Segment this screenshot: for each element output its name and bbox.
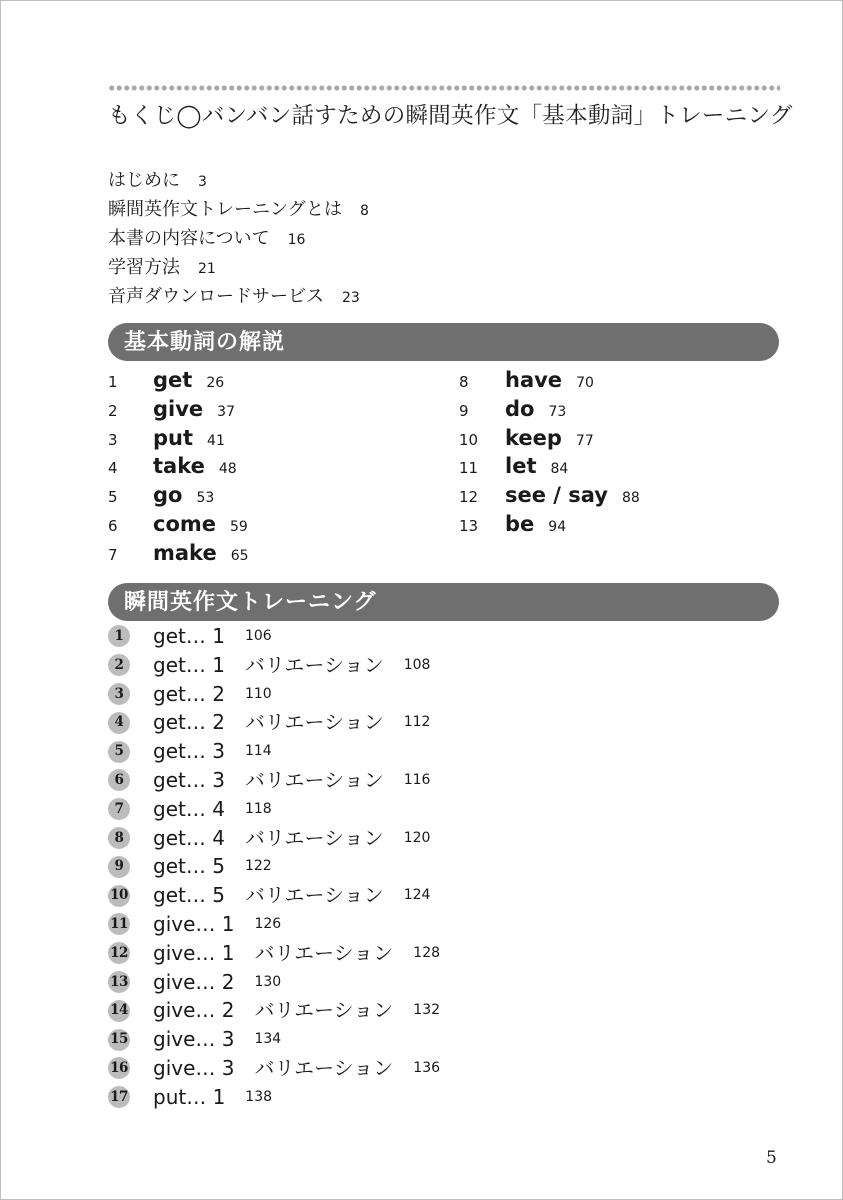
training-page: 134 [254, 1031, 282, 1048]
training-label: give… 2 [153, 969, 235, 994]
training-label: give… 1 バリエーション [153, 940, 394, 965]
verb-number: 7 [108, 545, 118, 564]
training-label: give… 3 バリエーション [153, 1055, 394, 1080]
verb-entry[interactable] [459, 424, 640, 453]
training-entry[interactable] [108, 996, 440, 1025]
toc-entry-label: 本書の内容について [108, 228, 270, 249]
toc-entry[interactable] [108, 166, 369, 195]
circled-number-badge: 2 [108, 654, 130, 676]
training-entry[interactable] [108, 795, 440, 824]
training-entry[interactable] [108, 708, 440, 737]
toc-entry-label: 学習方法 [108, 257, 180, 278]
verb-word: keep [505, 425, 562, 450]
training-page: 124 [403, 887, 431, 904]
toc-entry-page: 23 [342, 290, 360, 306]
verb-word: see / say [505, 483, 608, 508]
training-page: 108 [403, 656, 431, 673]
circled-number-badge: 6 [108, 769, 130, 791]
section-header-training: 瞬間英作文トレーニング [108, 583, 779, 621]
verb-number: 9 [459, 401, 469, 420]
training-label: get… 5 バリエーション [153, 883, 384, 908]
training-page: 130 [254, 973, 282, 990]
training-entry[interactable] [108, 852, 440, 881]
verb-number: 8 [459, 373, 469, 391]
training-entry[interactable] [108, 968, 440, 997]
toc-entry[interactable] [108, 282, 369, 311]
training-entry[interactable] [108, 651, 440, 680]
toc-entry-label: 瞬間英作文トレーニングとは [108, 199, 342, 220]
training-entry[interactable] [108, 881, 440, 910]
training-entry[interactable] [108, 939, 440, 968]
verbs-list-right [459, 366, 640, 539]
toc-entry-page: 8 [360, 203, 369, 219]
verb-word: take [153, 454, 205, 479]
verb-number: 13 [459, 516, 479, 535]
verb-page: 84 [550, 461, 569, 478]
verb-word: have [505, 368, 563, 392]
circled-number-badge: 7 [108, 798, 130, 820]
training-page: 116 [403, 771, 431, 788]
training-page: 118 [244, 800, 272, 817]
training-page: 112 [403, 714, 431, 731]
training-label: get… 2 [153, 681, 225, 706]
training-label: put… 1 [153, 1084, 226, 1109]
verb-number: 4 [108, 459, 118, 478]
page-number: 5 [766, 1148, 777, 1168]
verb-page: 37 [217, 403, 235, 420]
circled-number-badge: 5 [108, 741, 130, 763]
circled-number-badge: 17 [108, 1086, 130, 1108]
verb-word: be [505, 511, 535, 536]
verb-word: do [505, 396, 535, 421]
verb-page: 70 [576, 375, 594, 391]
toc-entry-label: 音声ダウンロードサービス [108, 286, 324, 307]
verb-entry[interactable] [459, 366, 640, 395]
verb-entry[interactable] [108, 481, 249, 510]
training-page: 114 [244, 743, 272, 760]
verb-word: get [153, 368, 193, 392]
training-entry[interactable] [108, 824, 440, 853]
training-page: 120 [403, 829, 431, 846]
verb-page: 94 [548, 518, 567, 535]
training-page: 110 [244, 685, 272, 702]
circled-number-badge: 15 [108, 1029, 130, 1051]
verb-entry[interactable] [108, 395, 249, 424]
toc-entry-page: 3 [198, 174, 207, 190]
training-entry[interactable] [108, 737, 440, 766]
circled-number-badge: 12 [108, 942, 130, 964]
verb-word: give [153, 396, 204, 421]
training-entry[interactable] [108, 1083, 440, 1112]
circled-number-badge: 16 [108, 1057, 130, 1079]
verb-number: 11 [459, 459, 479, 478]
training-entry[interactable] [108, 766, 440, 795]
verb-entry[interactable] [108, 452, 249, 481]
intro-list [108, 166, 369, 311]
section-header-verbs: 基本動詞の解説 [108, 323, 779, 361]
training-label: get… 4 バリエーション [153, 825, 384, 850]
verb-number: 2 [108, 401, 118, 420]
verb-entry[interactable] [108, 510, 249, 539]
training-page: 136 [413, 1059, 441, 1076]
verb-page: 65 [230, 547, 249, 564]
toc-entry-page: 16 [287, 232, 306, 248]
training-page: 106 [244, 628, 272, 644]
verb-word: go [153, 483, 183, 508]
training-label: give… 3 [153, 1027, 235, 1052]
verb-word: make [153, 540, 217, 565]
circled-number-badge: 1 [108, 625, 130, 647]
toc-entry[interactable] [108, 253, 369, 282]
training-page: 126 [254, 915, 282, 932]
verb-number: 1 [108, 373, 118, 391]
circled-number-badge: 3 [108, 683, 130, 705]
training-label: get… 5 [153, 854, 225, 879]
verb-number: 3 [108, 430, 118, 449]
verb-page: 73 [548, 403, 567, 420]
verb-entry[interactable] [459, 510, 640, 539]
toc-entry[interactable] [108, 224, 369, 253]
verb-entry[interactable] [108, 366, 249, 395]
training-entry[interactable] [108, 680, 440, 709]
verb-number: 10 [459, 430, 479, 449]
training-page: 128 [413, 944, 441, 961]
circled-number-badge: 13 [108, 971, 130, 993]
verb-page: 26 [206, 375, 225, 391]
circled-number-badge: 10 [108, 885, 130, 907]
training-entry[interactable] [108, 1025, 440, 1054]
circled-number-badge: 9 [108, 856, 130, 878]
verb-page: 59 [230, 518, 248, 535]
verb-entry[interactable] [459, 395, 640, 424]
training-label: get… 3 バリエーション [153, 767, 384, 792]
verb-word: come [153, 511, 216, 536]
circled-number-badge: 4 [108, 712, 130, 734]
training-entry[interactable] [108, 1054, 440, 1083]
verb-word: let [505, 454, 537, 479]
training-entry[interactable] [108, 622, 440, 651]
circled-number-badge: 8 [108, 827, 130, 849]
training-label: get… 2 バリエーション [153, 710, 384, 735]
training-label: get… 1 バリエーション [153, 652, 384, 677]
verb-page: 41 [207, 432, 225, 449]
circled-number-badge: 14 [108, 1000, 130, 1022]
training-label: get… 3 [153, 739, 225, 764]
dotted-rule [108, 84, 780, 92]
verb-entry[interactable] [108, 424, 249, 453]
circled-number-badge: 11 [108, 913, 130, 935]
training-label: get… 4 [153, 796, 225, 821]
toc-entry[interactable] [108, 195, 369, 224]
verb-page: 48 [218, 461, 237, 478]
verbs-list-left [108, 366, 249, 568]
training-list [108, 622, 440, 1112]
verb-page: 88 [622, 490, 640, 507]
training-label: get… 1 [153, 624, 225, 648]
training-page: 138 [245, 1088, 273, 1105]
toc-entry-page: 21 [198, 261, 216, 277]
verb-number: 5 [108, 488, 118, 507]
verb-page: 77 [575, 432, 594, 449]
verb-word: put [153, 425, 194, 450]
page-title: もくじ◯バンバン話すための瞬間英作文「基本動詞」トレーニング [108, 103, 793, 129]
verb-number: 12 [459, 488, 479, 507]
verb-entry[interactable] [459, 452, 640, 481]
training-page: 122 [244, 858, 272, 875]
training-label: give… 1 [153, 911, 235, 936]
verb-entry[interactable] [108, 539, 249, 568]
verb-page: 53 [196, 490, 215, 507]
toc-entry-label: はじめに [108, 170, 180, 191]
verb-entry[interactable] [459, 481, 640, 510]
training-entry[interactable] [108, 910, 440, 939]
verb-number: 6 [108, 516, 118, 535]
training-page: 132 [413, 1002, 441, 1019]
training-label: give… 2 バリエーション [153, 998, 394, 1023]
